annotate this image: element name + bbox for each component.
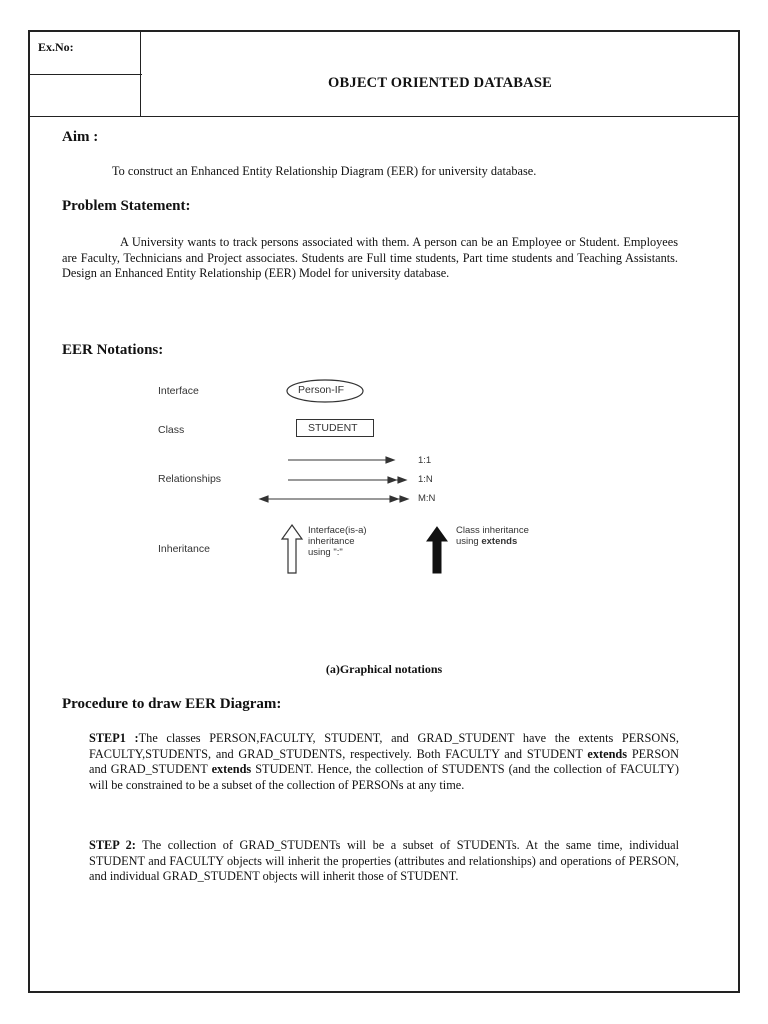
class-inherit-line-1: Class inheritance	[456, 525, 529, 536]
interface-inherit-line-1: Interface(is-a)	[308, 525, 367, 536]
eer-notation-diagram	[150, 375, 590, 590]
step-1-extends-2: extends	[211, 762, 252, 776]
rel-type-m-n: M:N	[418, 493, 436, 504]
step-1-text-b: PERSON and GRAD_STUDENT	[89, 746, 679, 776]
row-label-interface: Interface	[158, 385, 199, 397]
interface-inherit-line-2: inheritance	[308, 536, 355, 547]
row-label-relationships: Relationships	[158, 473, 222, 485]
problem-heading: Problem Statement:	[62, 198, 191, 214]
exno-divider	[30, 74, 142, 75]
figure-caption: (a)Graphical notations	[325, 662, 443, 676]
exno-label: Ex.No:	[38, 40, 74, 54]
relationship-arrows-icon	[250, 451, 420, 505]
row-label-class: Class	[158, 424, 185, 436]
aim-text: To construct an Enhanced Entity Relationship Diagram (EER) for university database.	[112, 164, 537, 178]
interface-inherit-line-3: using ":"	[308, 547, 343, 558]
rel-type-1-n: 1:N	[418, 474, 433, 485]
step-2-text: The collection of GRAD_STUDENTs will be a subset of STUDENTs. At the same time, individual STUDENT and FACULTY objects will inherit the properties (attributes and relationships) and operations of PERSON, and individual GRAD_STUDENT objects will inherit those of STUDENT.	[89, 838, 679, 883]
rel-type-1-1: 1:1	[418, 455, 432, 466]
interface-symbol-label: Person-IF	[298, 384, 345, 396]
page-title: OBJECT ORIENTED DATABASE	[328, 75, 552, 91]
step-1-text-a: The classes PERSON,FACULTY, STUDENT, and GRAD_STUDENT have the extents PERSONS, FACULTY,STUDENTS, and GRAD_STUDENTS, respectively. Both FACULTY and STUDENT	[89, 731, 679, 761]
class-symbol-label: STUDENT	[308, 422, 358, 434]
step-2-paragraph	[89, 838, 679, 885]
step-1-label: STEP1 :	[89, 731, 139, 745]
step-1-paragraph	[89, 731, 679, 793]
class-inherit-line-2	[456, 536, 517, 547]
step-1-text-c: STUDENT. Hence, the collection of STUDENTS (and the collection of FACULTY) will be constrained to be a subset of the collection of PERSONs at any time.	[89, 762, 680, 792]
class-inherit-using: using	[456, 536, 482, 547]
notations-heading: EER Notations:	[62, 342, 164, 358]
header-row	[30, 32, 738, 117]
problem-text: A University wants to track persons associated with them. A person can be an Employee or Student. Employees are Faculty, Technicians and Project associates. Students are Full time students, Part time students and Teaching Assistants. Design an Enhanced Entity Relationship (EER) Model for university database.	[62, 235, 678, 280]
solid-up-arrow-icon	[426, 525, 448, 575]
row-label-inheritance: Inheritance	[158, 543, 210, 555]
aim-heading: Aim :	[62, 129, 99, 145]
hollow-up-arrow-icon	[280, 523, 304, 575]
procedure-heading: Procedure to draw EER Diagram:	[62, 696, 282, 712]
step-1-extends-1: extends	[587, 746, 628, 761]
class-inherit-extends: extends	[481, 536, 518, 547]
step-2-label: STEP 2:	[89, 838, 136, 852]
